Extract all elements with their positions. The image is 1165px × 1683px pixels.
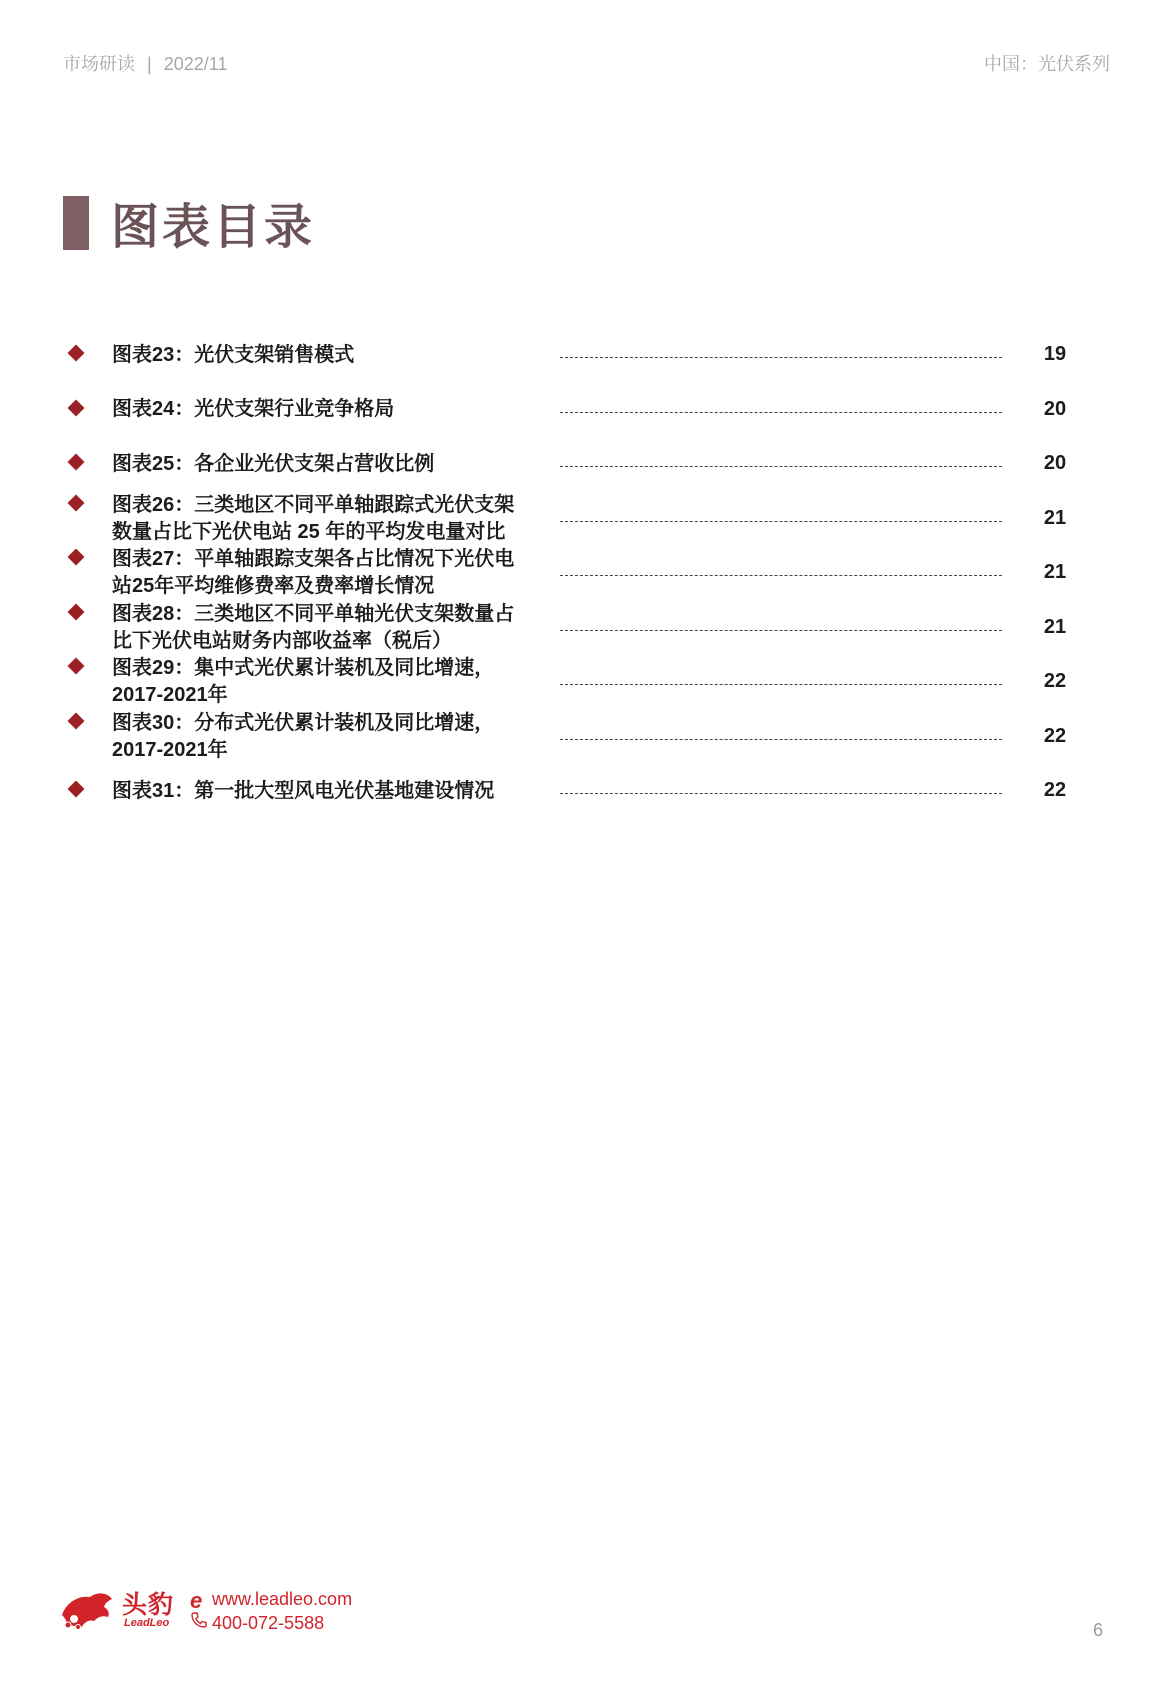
toc-page-number[interactable]: 22	[1043, 724, 1067, 747]
diamond-bullet-icon	[68, 399, 85, 416]
toc-dotted-leader	[560, 575, 1002, 576]
toc-entry-title-line: 图表24：光伏支架行业竞争格局	[112, 398, 395, 420]
toc-entry-title-line: 2017-2021年	[112, 738, 228, 761]
toc-page-number[interactable]: 20	[1043, 397, 1067, 420]
toc-entry-title	[112, 342, 552, 369]
toc-page-number[interactable]: 21	[1043, 506, 1067, 529]
diamond-bullet-icon	[68, 454, 85, 471]
toc-page-number[interactable]: 19	[1043, 343, 1067, 365]
toc-entry-title	[112, 778, 552, 805]
toc-entry-title-line: 图表27：平单轴跟踪支架各占比情况下光伏电	[112, 548, 515, 570]
website-link[interactable]: www.leadleo.com	[212, 1589, 353, 1609]
header-date: 2022/11	[163, 54, 228, 74]
toc-entry-title	[112, 601, 552, 655]
toc-dotted-leader	[560, 357, 1002, 358]
toc-entry-title-line: 2017-2021年	[112, 684, 228, 706]
toc-dotted-leader	[560, 630, 1002, 631]
diamond-bullet-icon	[68, 712, 85, 729]
diamond-bullet-icon	[68, 603, 85, 620]
toc-entry-title-line: 图表31：第一批大型风电光伏基地建设情况	[112, 779, 495, 802]
toc-dotted-leader	[560, 739, 1002, 740]
toc-page-number[interactable]: 22	[1043, 670, 1067, 692]
phone-icon	[190, 1611, 208, 1629]
toc-entry-title	[112, 710, 552, 764]
toc-entry-title-line: 数量占比下光伏电站 25 年的平均发电量对比	[112, 520, 506, 543]
diamond-bullet-icon	[68, 345, 85, 362]
diamond-bullet-icon	[68, 549, 85, 566]
toc-page-number[interactable]: 21	[1043, 561, 1067, 583]
phone-number: 400-072-5588	[212, 1613, 325, 1633]
toc-entry-title-line: 图表25：各企业光伏支架占营收比例	[112, 452, 435, 475]
toc-dotted-leader	[560, 466, 1002, 467]
diamond-bullet-icon	[68, 494, 85, 511]
web-e-icon: e	[190, 1588, 203, 1613]
diamond-bullet-icon	[68, 658, 85, 675]
toc-entry-title-line: 图表30：分布式光伏累计装机及同比增速，	[112, 711, 495, 734]
header-report-type: 市场研读	[63, 54, 135, 74]
toc-entry-title-line: 站25年平均维修费率及费率增长情况	[112, 575, 435, 597]
toc-page-number[interactable]: 21	[1043, 615, 1067, 638]
toc-entry-title-line: 图表26：三类地区不同平单轴跟踪式光伏支架	[112, 493, 515, 516]
toc-entry-title-line: 图表23：光伏支架销售模式	[112, 343, 355, 366]
toc-entry-title-line: 图表28：三类地区不同平单轴光伏支架数量占	[112, 602, 515, 625]
page-title: 图表目录	[111, 201, 316, 254]
toc-dotted-leader	[560, 412, 1002, 413]
toc-entry-title	[112, 655, 552, 709]
header-left	[63, 50, 227, 76]
header-separator: |	[147, 54, 152, 74]
toc-entry-title-line: 图表29：集中式光伏累计装机及同比增速，	[112, 657, 495, 679]
toc-entry-title-line: 比下光伏电站财务内部收益率（税后）	[112, 629, 452, 652]
toc-dotted-leader	[560, 793, 1002, 794]
toc-dotted-leader	[560, 521, 1002, 522]
leopard-logo-icon	[58, 1585, 114, 1631]
title-accent-bar	[63, 196, 89, 250]
toc-entry-title	[112, 451, 552, 478]
toc-page-number[interactable]: 20	[1043, 452, 1067, 474]
brand-name-cn: 头豹	[122, 1591, 175, 1619]
toc-entry-title	[112, 492, 552, 546]
page-number: 6	[1092, 1620, 1103, 1640]
toc-dotted-leader	[560, 684, 1002, 685]
toc-page-number[interactable]: 22	[1043, 779, 1067, 801]
brand-name-en: LeadLeo	[124, 1617, 170, 1629]
header-series-title: 中国：光伏系列	[984, 54, 1110, 74]
toc-entry-title	[112, 546, 552, 600]
diamond-bullet-icon	[68, 781, 85, 798]
toc-entry-title	[112, 396, 552, 423]
